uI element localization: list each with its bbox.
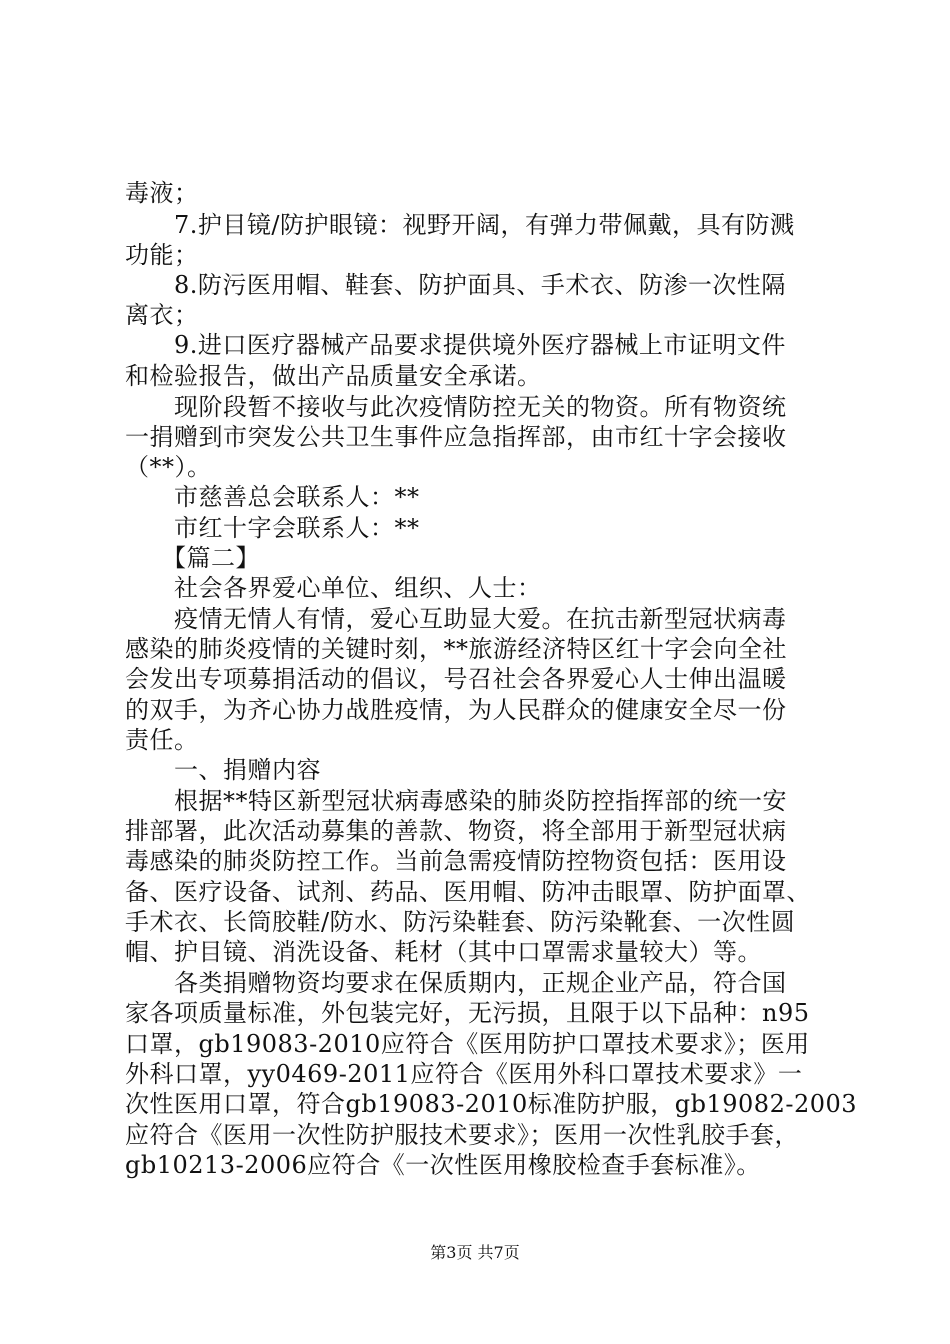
body-line: 毒液；: [125, 179, 199, 207]
body-line: 会发出专项募捐活动的倡议，号召社会各界爱心人士伸出温暖: [125, 665, 787, 693]
body-line: 现阶段暂不接收与此次疫情防控无关的物资。所有物资统: [125, 393, 787, 421]
body-line: 和检验报告，做出产品质量安全承诺。: [125, 362, 542, 390]
body-line: 责任。: [125, 726, 199, 754]
body-line: 备、医疗设备、试剂、药品、医用帽、防冲击眼罩、防护面罩、: [125, 878, 811, 906]
page-number-footer: 第3页 共7页: [430, 1243, 520, 1262]
body-line: 应符合《医用一次性防护服技术要求》；医用一次性乳胶手套，: [125, 1121, 799, 1149]
body-line: 外科口罩，yy0469-2011应符合《医用外科口罩技术要求》一: [125, 1060, 803, 1088]
section-heading: 一、捐赠内容: [125, 756, 321, 784]
body-line: 毒感染的肺炎防控工作。当前急需疫情防控物资包括：医用设: [125, 847, 787, 875]
body-line: 手术衣、长筒胶鞋/防水、防污染鞋套、防污染靴套、一次性圆: [125, 908, 796, 936]
body-line: 市红十字会联系人：**: [125, 514, 420, 542]
body-line: 根据**特区新型冠状病毒感染的肺炎防控指挥部的统一安: [125, 787, 787, 815]
body-line: 9.进口医疗器械产品要求提供境外医疗器械上市证明文件: [125, 331, 786, 359]
body-line: 疫情无情人有情，爱心互助显大爱。在抗击新型冠状病毒: [125, 605, 787, 633]
body-line: 的双手，为齐心协力战胜疫情，为人民群众的健康安全尽一份: [125, 696, 787, 724]
body-line: gb10213-2006应符合《一次性医用橡胶检查手套标准》。: [125, 1151, 761, 1179]
body-line: 家各项质量标准，外包装完好，无污损，且限于以下品种：n95: [125, 999, 810, 1027]
body-line: 次性医用口罩，符合gb19083-2010标准防护服，gb19082-2003: [125, 1090, 858, 1118]
body-line: 社会各界爱心单位、组织、人士：: [125, 574, 542, 602]
body-line: 离衣；: [125, 301, 199, 329]
body-line: 帽、护目镜、消洗设备、耗材（其中口罩需求量较大）等。: [125, 938, 762, 966]
body-line: 各类捐赠物资均要求在保质期内，正规企业产品，符合国: [125, 969, 787, 997]
section-heading: 【篇二】: [125, 544, 260, 572]
body-line: 功能；: [125, 241, 199, 269]
body-line: 7.护目镜/防护眼镜：视野开阔，有弹力带佩戴，具有防溅: [125, 211, 795, 239]
body-line: 一捐赠到市突发公共卫生事件应急指挥部，由市红十字会接收: [125, 423, 787, 451]
body-line: 感染的肺炎疫情的关键时刻，**旅游经济特区红十字会向全社: [125, 635, 787, 663]
body-line: 排部署，此次活动募集的善款、物资，将全部用于新型冠状病: [125, 817, 787, 845]
body-line: （**）。: [125, 453, 212, 481]
body-line: 市慈善总会联系人：**: [125, 483, 420, 511]
body-line: 8.防污医用帽、鞋套、防护面具、手术衣、防渗一次性隔: [125, 271, 786, 299]
body-line: 口罩，gb19083-2010应符合《医用防护口罩技术要求》；医用: [125, 1030, 810, 1058]
